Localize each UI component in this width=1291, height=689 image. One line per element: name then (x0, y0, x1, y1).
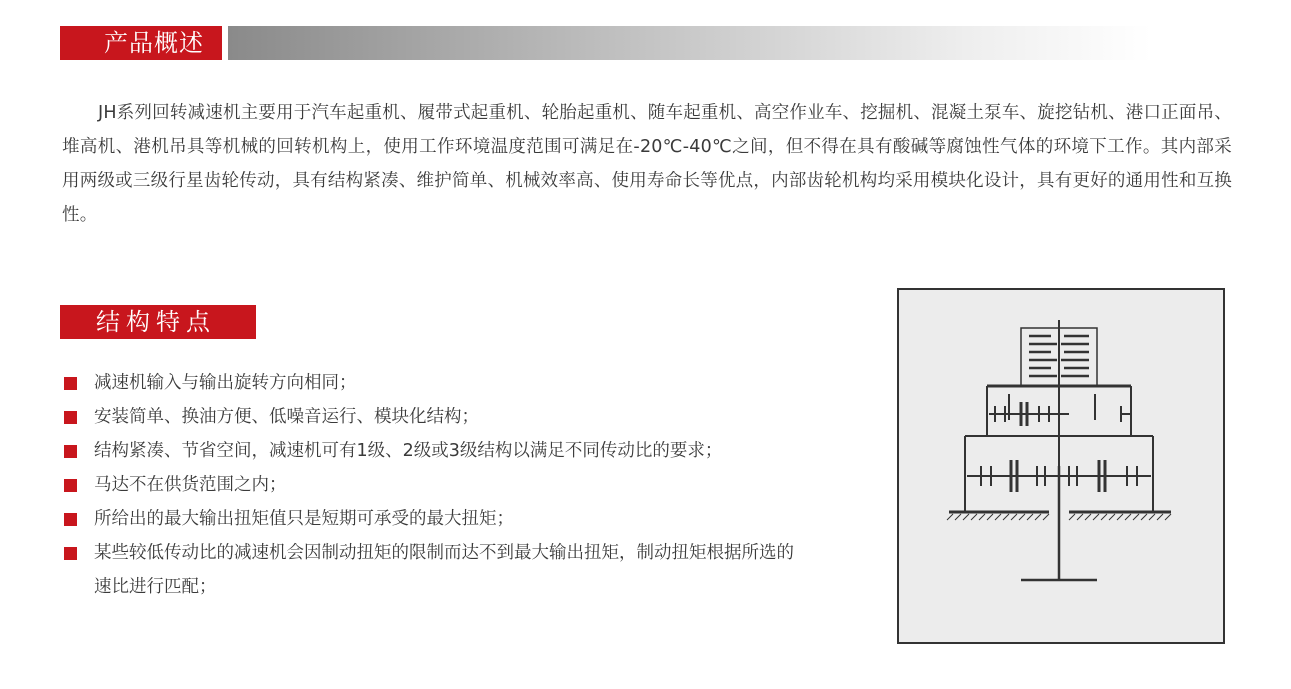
square-bullet-icon (64, 445, 77, 458)
feature-item (62, 434, 802, 468)
feature-text: 马达不在供货范围之内； (94, 475, 287, 495)
square-bullet-icon (64, 513, 77, 526)
section-header-features (60, 305, 256, 339)
feature-item (62, 366, 802, 400)
square-bullet-icon (64, 377, 77, 390)
feature-text: 所给出的最大输出扭矩值只是短期可承受的最大扭矩； (94, 509, 514, 529)
features-list (62, 366, 802, 604)
square-bullet-icon (64, 411, 77, 424)
feature-text: 结构紧凑、节省空间，减速机可有1级、2级或3级结构以满足不同传动比的要求； (94, 441, 723, 461)
feature-item (62, 468, 802, 502)
feature-item (62, 400, 802, 434)
gearbox-schematic-svg (899, 290, 1223, 642)
feature-item (62, 536, 802, 604)
gearbox-schematic-diagram (897, 288, 1225, 644)
section-header-overview (60, 26, 1151, 60)
feature-item (62, 502, 802, 536)
square-bullet-icon (64, 547, 77, 560)
overview-paragraph: JH系列回转减速机主要用于汽车起重机、履带式起重机、轮胎起重机、随车起重机、高空作业车、挖掘机、混凝土泵车、旋挖钻机、港口正面吊、堆高机、港机吊具等机械的回转机构上，使用工作环境温度范围可满足在-20℃-40℃之间，但不得在具有酸碱等腐蚀性气体的环境下工作。其内部采用两级或三级行星齿轮传动，具有结构紧凑、维护简单、机械效率高、使用寿命长等优点，内部齿轮机构均采用模块化设计，具有更好的通用性和互换性。 (62, 103, 1232, 225)
feature-text: 安装简单、换油方便、低噪音运行、模块化结构； (94, 407, 479, 427)
section-title-features: 结构特点 (60, 305, 256, 339)
feature-text: 减速机输入与输出旋转方向相同； (94, 373, 357, 393)
feature-text: 某些较低传动比的减速机会因制动扭矩的限制而达不到最大输出扭矩，制动扭矩根据所选的速比进行匹配； (94, 543, 794, 597)
section-header-gradient (228, 26, 1151, 60)
section-title-overview: 产品概述 (60, 26, 222, 60)
square-bullet-icon (64, 479, 77, 492)
